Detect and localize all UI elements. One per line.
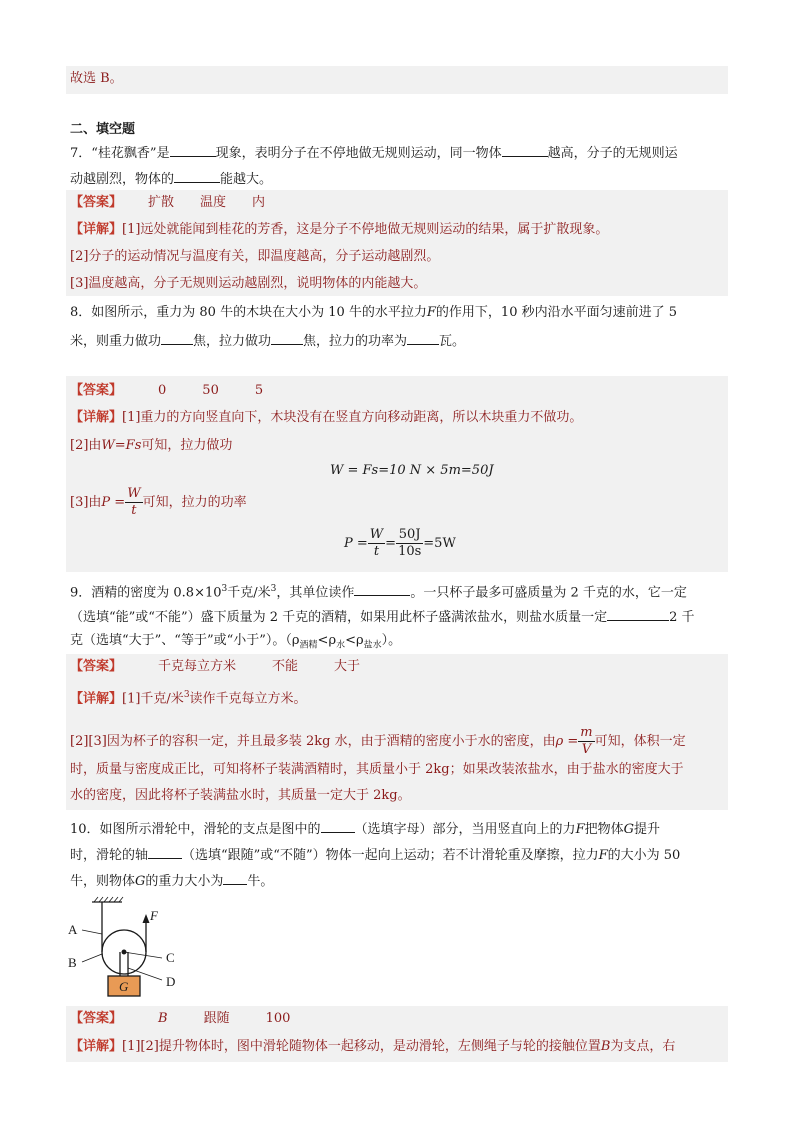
answer-label: 【答案】 bbox=[70, 383, 123, 398]
detail-text: 为支点，右 bbox=[610, 1039, 676, 1054]
q9-detail-2 bbox=[70, 725, 686, 758]
label-c: C bbox=[166, 950, 175, 965]
q8-detail-1 bbox=[70, 409, 582, 427]
formula: P = bbox=[344, 536, 368, 551]
answer-value: 大于 bbox=[334, 659, 361, 674]
q9-text: 3 bbox=[270, 584, 277, 594]
q9-text: ，其单位读作 bbox=[276, 585, 355, 601]
q10-text: 把物体 bbox=[584, 822, 624, 837]
q8-equation-1: W = Fs=10 N × 5m=50J bbox=[330, 463, 494, 478]
detail-text: [3]由 bbox=[70, 495, 102, 510]
detail-label: 【详解】 bbox=[70, 1039, 123, 1054]
q8-text: 焦，拉力的功率为 bbox=[303, 334, 408, 349]
var-g: G bbox=[623, 822, 634, 837]
label-f: F bbox=[150, 908, 158, 923]
q7-detail-1 bbox=[70, 221, 608, 239]
detail-text: [2]由 bbox=[70, 438, 102, 453]
q7-text: 越高，分子的无规则运 bbox=[547, 146, 678, 161]
answer-value: 0 bbox=[158, 383, 167, 398]
q10-answer bbox=[70, 1010, 290, 1028]
blank bbox=[148, 844, 182, 859]
q7-text: 动越剧烈，物体的 bbox=[70, 172, 175, 187]
var-f: F bbox=[575, 822, 585, 837]
blank bbox=[223, 870, 247, 885]
q10-text: 牛。 bbox=[247, 874, 274, 889]
q10-line-2 bbox=[70, 844, 680, 865]
detail-text: 3 bbox=[183, 690, 190, 700]
fraction bbox=[125, 486, 142, 519]
q7-text: 能越大。 bbox=[220, 172, 273, 187]
q9-text: 水 bbox=[336, 640, 346, 651]
answer-value: 扩散 bbox=[148, 195, 175, 210]
q9-detail-3: 时，质量与密度成正比，可知将杯子装满酒精时，其质量小于 2kg；如果改装浓盐水，由于盐水的密度大于 bbox=[70, 762, 684, 777]
q9-detail-4: 水的密度，因此将杯子装满盐水时，其质量一定大于 2kg。 bbox=[70, 788, 411, 803]
q10-text: 的重力大小为 bbox=[145, 874, 224, 889]
var-f: F bbox=[426, 305, 436, 320]
q8-line-1 bbox=[70, 304, 677, 322]
blank bbox=[407, 330, 439, 345]
ceiling-hatch bbox=[94, 897, 123, 902]
q10-text: 时，滑轮的轴 bbox=[70, 848, 149, 863]
detail-text: [1][2]提升物体时，图中滑轮随物体一起移动，是动滑轮，左侧绳子与轮的接触位置 bbox=[122, 1039, 601, 1054]
q8-detail-3 bbox=[70, 486, 247, 519]
label-d: D bbox=[166, 974, 176, 989]
blank bbox=[321, 818, 355, 833]
q8-answer bbox=[70, 382, 263, 400]
detail-text: 可知，拉力的功率 bbox=[142, 495, 247, 510]
var-f: F bbox=[598, 848, 608, 863]
arrow-up-icon bbox=[143, 914, 150, 923]
fraction-den: t bbox=[131, 503, 137, 518]
detail-text: 可知，体积一定 bbox=[594, 734, 686, 749]
fraction-num: W bbox=[369, 527, 384, 542]
blank bbox=[502, 142, 548, 157]
q8-line-2 bbox=[70, 330, 465, 351]
q7-text: 7．“桂花飘香”是 bbox=[70, 146, 170, 161]
detail-label: 【详解】 bbox=[70, 222, 123, 237]
formula: =5W bbox=[423, 536, 456, 551]
label-a: A bbox=[68, 922, 78, 937]
q10-text: 10．如图所示滑轮中，滑轮的支点是图中的 bbox=[70, 822, 321, 837]
answer-value: 5 bbox=[254, 383, 264, 398]
q10-line-3 bbox=[70, 870, 273, 891]
q9-line-3 bbox=[70, 632, 401, 655]
detail-text: 读作千克每立方米。 bbox=[189, 691, 307, 707]
q7-detail-3: [3]温度越高，分子无规则运动越剧烈，说明物体的内能越大。 bbox=[70, 276, 427, 291]
answer-value: 温度 bbox=[200, 195, 227, 210]
fraction-num: 50J bbox=[396, 527, 423, 544]
q8-text: 米，则重力做功 bbox=[70, 334, 162, 349]
fraction bbox=[578, 725, 594, 758]
q9-text: <ρ bbox=[317, 633, 337, 648]
answer-value: 内 bbox=[252, 195, 266, 210]
q9-answer bbox=[70, 658, 360, 676]
leader-a bbox=[82, 930, 102, 934]
blank bbox=[271, 330, 303, 345]
top-band bbox=[66, 66, 728, 94]
q9-line-1 bbox=[70, 580, 687, 602]
q9-text: 9．酒精的密度为 0.8×10 bbox=[70, 585, 222, 601]
q9-text: ）。 bbox=[381, 633, 402, 648]
fraction-num: W bbox=[127, 486, 141, 501]
q10-text: （选填字母）部分，当用竖直向上的力 bbox=[354, 822, 576, 837]
var-g: G bbox=[135, 874, 146, 889]
detail-label: 【详解】 bbox=[70, 691, 123, 707]
blank bbox=[354, 581, 410, 596]
leader-b bbox=[82, 954, 102, 962]
section-title: 二、填空题 bbox=[70, 122, 136, 137]
label-b: B bbox=[68, 955, 77, 970]
answer-value: 千克每立方米 bbox=[158, 659, 237, 674]
fraction bbox=[368, 527, 385, 560]
q9-text: <ρ bbox=[345, 633, 364, 648]
q9-line-2 bbox=[70, 606, 695, 627]
q7-detail-2: [2]分子的运动情况与温度有关，即温度越高，分子运动越剧烈。 bbox=[70, 249, 440, 264]
q10-detail-1 bbox=[70, 1038, 675, 1056]
q10-text: 的大小为 50 bbox=[607, 848, 681, 863]
fraction-den: V bbox=[581, 742, 592, 757]
q7-text: 现象，表明分子在不停地做无规则运动，同一物体 bbox=[215, 146, 502, 161]
answer-label: 【答案】 bbox=[70, 195, 123, 210]
fraction-den: 10s bbox=[398, 544, 422, 559]
q10-text: 提升 bbox=[634, 822, 661, 837]
formula: P = bbox=[101, 495, 126, 510]
q7-answer bbox=[70, 194, 265, 212]
q8-equation-2 bbox=[344, 527, 456, 560]
fraction bbox=[396, 527, 423, 560]
blank bbox=[161, 330, 193, 345]
q8-detail-2 bbox=[70, 437, 232, 455]
detail-label: 【详解】 bbox=[70, 410, 123, 425]
detail-text: 可知，拉力做功 bbox=[141, 438, 233, 453]
q8-text: 8．如图所示，重力为 80 牛的木块在大小为 10 牛的水平拉力 bbox=[70, 305, 427, 320]
q9-text: 克（选填“大于”、“等于”或“小于”）。（ρ bbox=[70, 633, 300, 648]
leader-c bbox=[124, 952, 162, 958]
q9-text: 盐水 bbox=[363, 640, 382, 651]
pulley-figure bbox=[64, 896, 184, 1006]
q7-line-1 bbox=[70, 142, 678, 163]
q8-text: 瓦。 bbox=[439, 334, 466, 349]
q8-text: 焦，拉力做功 bbox=[193, 334, 272, 349]
q10-text: （选填“跟随”或“不随”）物体一起向上运动；若不计滑轮重及摩擦，拉力 bbox=[182, 848, 599, 863]
blank bbox=[170, 142, 216, 157]
q7-line-2 bbox=[70, 168, 272, 189]
q9-text: 酒精 bbox=[299, 640, 318, 651]
answer-value: 50 bbox=[202, 383, 219, 398]
answer-label: 【答案】 bbox=[70, 1011, 123, 1026]
answer-value: B bbox=[158, 1011, 168, 1026]
q9-text: 千克/米 bbox=[227, 585, 271, 601]
detail-text: [2][3]因为杯子的容积一定，并且最多装 2kg 水，由于酒精的密度小于水的密度，由 bbox=[70, 734, 556, 749]
answer-label: 【答案】 bbox=[70, 659, 123, 674]
label-g: G bbox=[119, 979, 129, 994]
answer-value: 100 bbox=[265, 1011, 291, 1026]
detail-text: B bbox=[600, 1039, 611, 1054]
q9-detail-1 bbox=[70, 686, 307, 708]
fraction-num: m bbox=[580, 725, 593, 740]
q9-text: 2 千 bbox=[669, 610, 695, 625]
formula: = bbox=[385, 536, 397, 551]
fraction-den: t bbox=[373, 544, 380, 559]
top-text: 故选 B。 bbox=[70, 71, 123, 86]
q9-text: 。一只杯子最多可盛质量为 2 千克的水，它一定 bbox=[410, 585, 687, 601]
q9-text: （选填“能”或“不能”）盛下质量为 2 千克的酒精，如果用此杯子盛满浓盐水，则盐水质量一定 bbox=[70, 610, 608, 625]
formula: W=Fs bbox=[101, 438, 142, 453]
formula: ρ = bbox=[555, 734, 579, 749]
q10-line-1 bbox=[70, 818, 660, 839]
blank bbox=[174, 168, 220, 183]
q10-text: 牛，则物体 bbox=[70, 874, 136, 889]
answer-value: 跟随 bbox=[203, 1011, 230, 1026]
detail-text: [1]千克/米 bbox=[122, 691, 184, 707]
blank bbox=[607, 606, 669, 621]
q8-text: 的作用下，10 秒内沿水平面匀速前进了 5 bbox=[435, 305, 677, 320]
detail-text: [1]重力的方向竖直向下，木块没有在竖直方向移动距离，所以木块重力不做功。 bbox=[122, 410, 583, 425]
detail-text: [1]远处就能闻到桂花的芳香，这是分子不停地做无规则运动的结果，属于扩散现象。 bbox=[122, 222, 609, 237]
answer-value: 不能 bbox=[272, 659, 299, 674]
q9-text: 3 bbox=[221, 584, 228, 594]
